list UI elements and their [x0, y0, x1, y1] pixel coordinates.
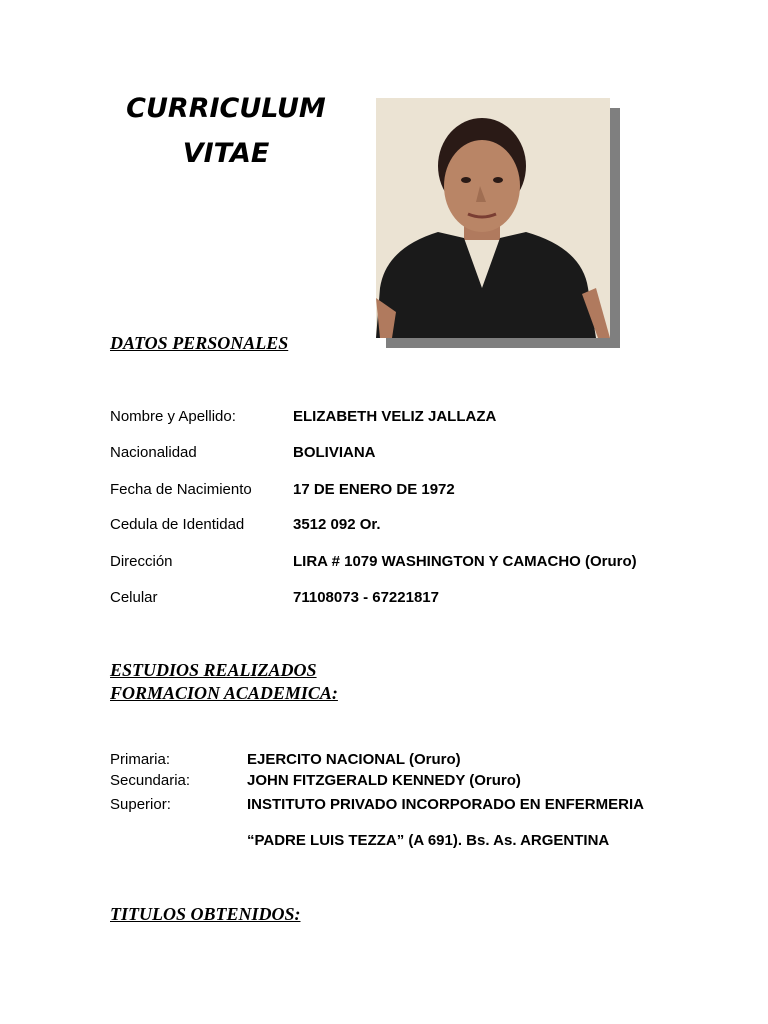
personal-data-heading: DATOS PERSONALES — [110, 333, 289, 353]
personal-value: BOLIVIANA — [293, 444, 376, 461]
title-line-1: CURRICULUM — [126, 93, 326, 124]
personal-value: 17 DE ENERO DE 1972 — [293, 481, 455, 498]
studies-value: JOHN FITZGERALD KENNEDY (Oruro) — [247, 772, 521, 789]
profile-photo — [376, 98, 610, 338]
personal-label: Cedula de Identidad — [110, 516, 245, 533]
title-line-2: VITAE — [182, 138, 270, 169]
studies-value: INSTITUTO PRIVADO INCORPORADO EN ENFERMERIA — [247, 796, 644, 813]
personal-value: ELIZABETH VELIZ JALLAZA — [293, 408, 497, 425]
personal-label: Celular — [110, 589, 158, 606]
studies-value: “PADRE LUIS TEZZA” (A 691). Bs. As. ARGENTINA — [247, 832, 610, 849]
personal-value: 71108073 - 67221817 — [293, 589, 439, 606]
studies-label: Secundaria: — [110, 772, 191, 789]
titles-heading: TITULOS OBTENIDOS: — [110, 904, 301, 924]
personal-label: Nacionalidad — [110, 444, 197, 461]
personal-label: Fecha de Nacimiento — [110, 481, 252, 498]
studies-label: Primaria: — [110, 751, 171, 768]
personal-value: 3512 092 Or. — [293, 516, 381, 533]
studies-value: EJERCITO NACIONAL (Oruro) — [247, 751, 461, 768]
personal-label: Dirección — [110, 553, 173, 570]
studies-heading: ESTUDIOS REALIZADOS — [110, 660, 317, 680]
portrait-image — [376, 98, 610, 338]
document-title — [110, 86, 342, 176]
personal-label: Nombre y Apellido: — [110, 408, 236, 425]
academic-heading: FORMACION ACADEMICA: — [110, 683, 338, 703]
studies-label: Superior: — [110, 796, 171, 813]
personal-value: LIRA # 1079 WASHINGTON Y CAMACHO (Oruro) — [293, 553, 637, 570]
